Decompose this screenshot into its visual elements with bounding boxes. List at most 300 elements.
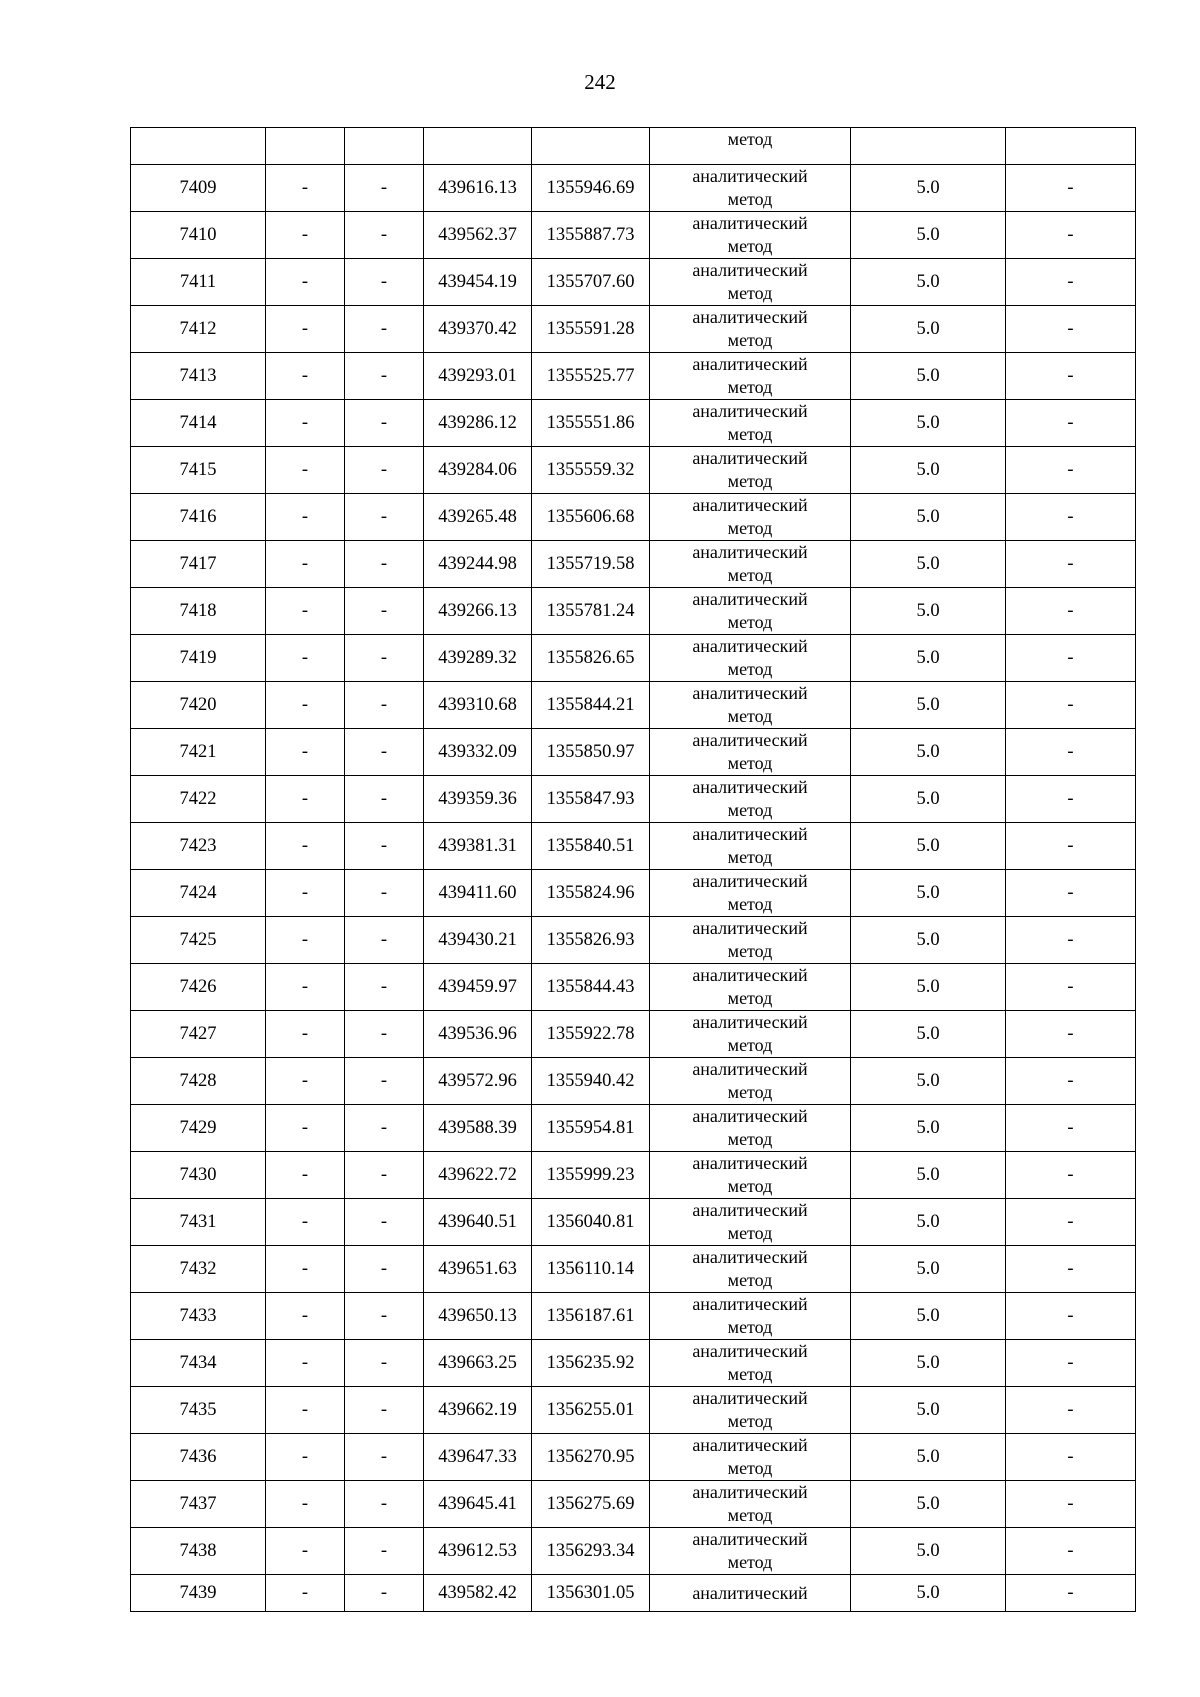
cell-method (650, 870, 851, 917)
method-line-2: метод (727, 753, 773, 773)
method-line-1: аналитический (692, 824, 808, 844)
method-line-2: метод (727, 847, 773, 867)
method-line-1: аналитический (692, 636, 808, 656)
method-line-2: метод (727, 1176, 773, 1196)
cell-dash: - (345, 1575, 424, 1612)
cell-method (650, 1105, 851, 1152)
cell-point-number: 7422 (131, 776, 266, 823)
method-line-2: метод (727, 565, 773, 585)
table-row (131, 259, 1136, 306)
table-row (131, 588, 1136, 635)
method-line-1: аналитический (692, 213, 808, 233)
cell-dash: - (345, 682, 424, 729)
cell-y-coordinate: 1355954.81 (532, 1105, 650, 1152)
cell-method (650, 212, 851, 259)
cell-method: метод (650, 128, 851, 165)
cell-dash: - (345, 635, 424, 682)
cell-method (650, 635, 851, 682)
cell-x-coordinate: 439536.96 (424, 1011, 532, 1058)
cell-note: - (1006, 635, 1136, 682)
cell-x-coordinate: 439562.37 (424, 212, 532, 259)
method-line-2: метод (727, 1364, 773, 1384)
cell-note: - (1006, 1434, 1136, 1481)
cell-note: - (1006, 682, 1136, 729)
cell-empty (266, 128, 345, 165)
cell-accuracy: 5.0 (851, 588, 1006, 635)
method-line-2: метод (727, 236, 773, 256)
cell-dash: - (266, 1528, 345, 1575)
method-line-2: метод (727, 518, 773, 538)
cell-note: - (1006, 165, 1136, 212)
method-line-2: метод (727, 189, 773, 209)
cell-y-coordinate: 1355551.86 (532, 400, 650, 447)
cell-y-coordinate: 1356110.14 (532, 1246, 650, 1293)
cell-note: - (1006, 259, 1136, 306)
cell-accuracy: 5.0 (851, 776, 1006, 823)
cell-x-coordinate: 439622.72 (424, 1152, 532, 1199)
cell-point-number: 7416 (131, 494, 266, 541)
cell-dash: - (266, 447, 345, 494)
cell-empty (424, 128, 532, 165)
table-row (131, 1340, 1136, 1387)
cell-dash: - (345, 823, 424, 870)
cell-y-coordinate: 1355850.97 (532, 729, 650, 776)
cell-method (650, 400, 851, 447)
cell-point-number: 7412 (131, 306, 266, 353)
cell-y-coordinate: 1355707.60 (532, 259, 650, 306)
cell-method (650, 776, 851, 823)
method-line-1: аналитический (692, 166, 808, 186)
table-row (131, 447, 1136, 494)
cell-accuracy: 5.0 (851, 917, 1006, 964)
cell-point-number: 7409 (131, 165, 266, 212)
table-row (131, 494, 1136, 541)
cell-x-coordinate: 439662.19 (424, 1387, 532, 1434)
cell-x-coordinate: 439430.21 (424, 917, 532, 964)
cell-point-number: 7411 (131, 259, 266, 306)
cell-point-number: 7427 (131, 1011, 266, 1058)
cell-dash: - (266, 776, 345, 823)
cell-dash: - (345, 1293, 424, 1340)
cell-dash: - (345, 1011, 424, 1058)
cell-dash: - (266, 306, 345, 353)
cell-accuracy: 5.0 (851, 1293, 1006, 1340)
cell-x-coordinate: 439266.13 (424, 588, 532, 635)
cell-dash: - (266, 1011, 345, 1058)
cell-dash: - (266, 1481, 345, 1528)
cell-dash: - (266, 729, 345, 776)
cell-accuracy: 5.0 (851, 729, 1006, 776)
method-line-1: аналитический (692, 1294, 808, 1314)
method-line-1: аналитический (692, 589, 808, 609)
cell-y-coordinate: 1355826.65 (532, 635, 650, 682)
table-row (131, 917, 1136, 964)
cell-accuracy: 5.0 (851, 635, 1006, 682)
cell-note: - (1006, 588, 1136, 635)
cell-accuracy: 5.0 (851, 1340, 1006, 1387)
cell-y-coordinate: 1355781.24 (532, 588, 650, 635)
method-line-1: аналитический (692, 354, 808, 374)
table-row (131, 306, 1136, 353)
cell-dash: - (345, 1340, 424, 1387)
cell-y-coordinate: 1355840.51 (532, 823, 650, 870)
cell-note: - (1006, 1152, 1136, 1199)
cell-method (650, 729, 851, 776)
cell-x-coordinate: 439650.13 (424, 1293, 532, 1340)
method-line-2: метод (727, 283, 773, 303)
cell-point-number: 7423 (131, 823, 266, 870)
cell-dash: - (266, 1058, 345, 1105)
table-row (131, 729, 1136, 776)
method-line-1: аналитический (692, 495, 808, 515)
cell-empty (131, 128, 266, 165)
method-line-2: метод (727, 659, 773, 679)
cell-point-number: 7426 (131, 964, 266, 1011)
cell-note: - (1006, 776, 1136, 823)
method-line-2: метод (727, 1458, 773, 1478)
cell-y-coordinate: 1355922.78 (532, 1011, 650, 1058)
method-line-2: метод (727, 1035, 773, 1055)
cell-method (650, 1434, 851, 1481)
method-line-2: метод (727, 1270, 773, 1290)
method-line-2: метод (727, 612, 773, 632)
cell-y-coordinate: 1356235.92 (532, 1340, 650, 1387)
cell-dash: - (345, 1246, 424, 1293)
cell-dash: - (345, 917, 424, 964)
cell-point-number: 7437 (131, 1481, 266, 1528)
cell-dash: - (266, 1434, 345, 1481)
cell-note: - (1006, 1528, 1136, 1575)
method-line-1: аналитический (692, 401, 808, 421)
cell-dash: - (345, 776, 424, 823)
cell-y-coordinate: 1356187.61 (532, 1293, 650, 1340)
cell-dash: - (266, 400, 345, 447)
cell-accuracy: 5.0 (851, 400, 1006, 447)
method-line-1: аналитический (692, 1529, 808, 1549)
method-line-2: метод (727, 1505, 773, 1525)
cell-x-coordinate: 439647.33 (424, 1434, 532, 1481)
cell-dash: - (266, 494, 345, 541)
cell-method (650, 1152, 851, 1199)
cell-dash: - (345, 964, 424, 1011)
table-row (131, 1105, 1136, 1152)
cell-x-coordinate: 439411.60 (424, 870, 532, 917)
cell-y-coordinate: 1355887.73 (532, 212, 650, 259)
cell-dash: - (345, 1528, 424, 1575)
cell-x-coordinate: 439612.53 (424, 1528, 532, 1575)
cell-y-coordinate: 1356293.34 (532, 1528, 650, 1575)
cell-empty (345, 128, 424, 165)
table-row (131, 400, 1136, 447)
cell-dash: - (345, 165, 424, 212)
cell-note: - (1006, 447, 1136, 494)
cell-method (650, 823, 851, 870)
cell-accuracy: 5.0 (851, 1434, 1006, 1481)
cell-dash: - (345, 870, 424, 917)
method-line-1: аналитический (692, 1012, 808, 1032)
cell-method (650, 1575, 851, 1612)
cell-note: - (1006, 1387, 1136, 1434)
cell-point-number: 7436 (131, 1434, 266, 1481)
table-row (131, 1575, 1136, 1612)
cell-method (650, 494, 851, 541)
cell-dash: - (345, 259, 424, 306)
cell-method (650, 1293, 851, 1340)
cell-x-coordinate: 439244.98 (424, 541, 532, 588)
cell-empty (532, 128, 650, 165)
table-body (131, 128, 1136, 1612)
cell-y-coordinate: 1355826.93 (532, 917, 650, 964)
cell-note: - (1006, 494, 1136, 541)
table-row (131, 870, 1136, 917)
cell-point-number: 7431 (131, 1199, 266, 1246)
method-line-1: аналитический (692, 1388, 808, 1408)
cell-dash: - (345, 541, 424, 588)
cell-method (650, 1199, 851, 1246)
cell-point-number: 7438 (131, 1528, 266, 1575)
method-line-2: метод (727, 377, 773, 397)
cell-method (650, 165, 851, 212)
table-row (131, 1246, 1136, 1293)
method-line-2: метод (727, 1411, 773, 1431)
cell-note: - (1006, 1105, 1136, 1152)
cell-dash: - (266, 353, 345, 400)
method-line-2: метод (727, 988, 773, 1008)
table-row (131, 1387, 1136, 1434)
cell-point-number: 7417 (131, 541, 266, 588)
cell-point-number: 7435 (131, 1387, 266, 1434)
method-line-2: метод (727, 800, 773, 820)
cell-dash: - (266, 1575, 345, 1612)
cell-note: - (1006, 1011, 1136, 1058)
cell-method (650, 1058, 851, 1105)
cell-note: - (1006, 1293, 1136, 1340)
method-line-2: метод (727, 424, 773, 444)
cell-accuracy: 5.0 (851, 306, 1006, 353)
cell-x-coordinate: 439381.31 (424, 823, 532, 870)
cell-dash: - (266, 1340, 345, 1387)
cell-note: - (1006, 353, 1136, 400)
cell-accuracy: 5.0 (851, 259, 1006, 306)
table-row (131, 823, 1136, 870)
cell-dash: - (266, 1105, 345, 1152)
method-line-1: аналитический (692, 1200, 808, 1220)
cell-accuracy: 5.0 (851, 1246, 1006, 1293)
method-line-2: метод (727, 471, 773, 491)
cell-dash: - (345, 447, 424, 494)
method-line-1: аналитический (692, 1435, 808, 1455)
cell-note: - (1006, 212, 1136, 259)
cell-y-coordinate: 1355844.43 (532, 964, 650, 1011)
cell-dash: - (266, 1246, 345, 1293)
cell-x-coordinate: 439651.63 (424, 1246, 532, 1293)
cell-x-coordinate: 439582.42 (424, 1575, 532, 1612)
cell-dash: - (345, 1387, 424, 1434)
cell-method (650, 682, 851, 729)
cell-method (650, 306, 851, 353)
cell-accuracy: 5.0 (851, 1199, 1006, 1246)
cell-accuracy: 5.0 (851, 823, 1006, 870)
cell-dash: - (266, 917, 345, 964)
cell-point-number: 7419 (131, 635, 266, 682)
cell-dash: - (345, 400, 424, 447)
cell-dash: - (266, 1152, 345, 1199)
cell-x-coordinate: 439293.01 (424, 353, 532, 400)
cell-note: - (1006, 870, 1136, 917)
cell-x-coordinate: 439359.36 (424, 776, 532, 823)
cell-x-coordinate: 439640.51 (424, 1199, 532, 1246)
cell-y-coordinate: 1355559.32 (532, 447, 650, 494)
cell-y-coordinate: 1355591.28 (532, 306, 650, 353)
method-line-1: аналитический (692, 542, 808, 562)
cell-y-coordinate: 1356040.81 (532, 1199, 650, 1246)
cell-point-number: 7418 (131, 588, 266, 635)
cell-point-number: 7424 (131, 870, 266, 917)
cell-x-coordinate: 439332.09 (424, 729, 532, 776)
table-row (131, 776, 1136, 823)
cell-point-number: 7432 (131, 1246, 266, 1293)
method-line-2: метод (727, 941, 773, 961)
cell-method (650, 964, 851, 1011)
cell-point-number: 7414 (131, 400, 266, 447)
method-line-1: аналитический (692, 260, 808, 280)
cell-note: - (1006, 306, 1136, 353)
cell-accuracy: 5.0 (851, 682, 1006, 729)
cell-point-number: 7420 (131, 682, 266, 729)
method-line-2: метод (727, 330, 773, 350)
table-row (131, 682, 1136, 729)
cell-accuracy: 5.0 (851, 870, 1006, 917)
cell-dash: - (266, 165, 345, 212)
cell-dash: - (266, 259, 345, 306)
cell-x-coordinate: 439286.12 (424, 400, 532, 447)
method-line-1: аналитический (692, 1341, 808, 1361)
cell-x-coordinate: 439572.96 (424, 1058, 532, 1105)
cell-note: - (1006, 1340, 1136, 1387)
table-row (131, 635, 1136, 682)
cell-method (650, 1481, 851, 1528)
method-line-2: метод (727, 1082, 773, 1102)
cell-point-number: 7428 (131, 1058, 266, 1105)
cell-x-coordinate: 439284.06 (424, 447, 532, 494)
cell-accuracy: 5.0 (851, 1481, 1006, 1528)
cell-y-coordinate: 1355946.69 (532, 165, 650, 212)
cell-note: - (1006, 964, 1136, 1011)
method-line-2: метод (727, 1317, 773, 1337)
cell-dash: - (266, 1387, 345, 1434)
cell-y-coordinate: 1356275.69 (532, 1481, 650, 1528)
table-row (131, 1434, 1136, 1481)
cell-accuracy: 5.0 (851, 1011, 1006, 1058)
cell-accuracy: 5.0 (851, 1105, 1006, 1152)
cell-point-number: 7410 (131, 212, 266, 259)
cell-empty (851, 128, 1006, 165)
coordinates-table (130, 127, 1136, 1612)
cell-method (650, 353, 851, 400)
cell-dash: - (266, 964, 345, 1011)
cell-y-coordinate: 1355999.23 (532, 1152, 650, 1199)
method-line-1: аналитический (692, 965, 808, 985)
cell-accuracy: 5.0 (851, 1152, 1006, 1199)
cell-y-coordinate: 1356301.05 (532, 1575, 650, 1612)
cell-dash: - (266, 635, 345, 682)
cell-dash: - (345, 1152, 424, 1199)
cell-point-number: 7425 (131, 917, 266, 964)
method-line-2: метод (727, 1552, 773, 1572)
cell-point-number: 7433 (131, 1293, 266, 1340)
cell-accuracy: 5.0 (851, 1058, 1006, 1105)
cell-x-coordinate: 439645.41 (424, 1481, 532, 1528)
cell-y-coordinate: 1355844.21 (532, 682, 650, 729)
method-line-2: метод (727, 894, 773, 914)
cell-dash: - (345, 306, 424, 353)
table-row-continued (131, 128, 1136, 165)
cell-x-coordinate: 439454.19 (424, 259, 532, 306)
cell-dash: - (345, 1058, 424, 1105)
cell-x-coordinate: 439663.25 (424, 1340, 532, 1387)
cell-dash: - (266, 588, 345, 635)
cell-note: - (1006, 1575, 1136, 1612)
table-row (131, 1058, 1136, 1105)
cell-x-coordinate: 439616.13 (424, 165, 532, 212)
cell-accuracy: 5.0 (851, 1575, 1006, 1612)
cell-note: - (1006, 729, 1136, 776)
method-line-1: аналитический (692, 1582, 808, 1603)
method-line-2: метод (727, 1223, 773, 1243)
cell-point-number: 7413 (131, 353, 266, 400)
cell-accuracy: 5.0 (851, 212, 1006, 259)
cell-y-coordinate: 1355824.96 (532, 870, 650, 917)
cell-x-coordinate: 439459.97 (424, 964, 532, 1011)
method-line-1: аналитический (692, 918, 808, 938)
cell-x-coordinate: 439265.48 (424, 494, 532, 541)
cell-dash: - (345, 1105, 424, 1152)
cell-note: - (1006, 400, 1136, 447)
cell-method (650, 1387, 851, 1434)
cell-method (650, 1246, 851, 1293)
cell-accuracy: 5.0 (851, 964, 1006, 1011)
cell-y-coordinate: 1355525.77 (532, 353, 650, 400)
cell-point-number: 7415 (131, 447, 266, 494)
cell-note: - (1006, 1058, 1136, 1105)
cell-note: - (1006, 823, 1136, 870)
cell-y-coordinate: 1355719.58 (532, 541, 650, 588)
method-line-1: аналитический (692, 1247, 808, 1267)
cell-method (650, 588, 851, 635)
cell-method (650, 1340, 851, 1387)
cell-point-number: 7430 (131, 1152, 266, 1199)
cell-dash: - (266, 212, 345, 259)
cell-x-coordinate: 439289.32 (424, 635, 532, 682)
method-line-1: аналитический (692, 448, 808, 468)
cell-method (650, 917, 851, 964)
table-row (131, 1152, 1136, 1199)
method-line-1: аналитический (692, 730, 808, 750)
cell-method (650, 1011, 851, 1058)
cell-dash: - (345, 494, 424, 541)
table-row (131, 1481, 1136, 1528)
cell-dash: - (266, 1293, 345, 1340)
page-number: 242 (584, 70, 616, 94)
cell-dash: - (345, 729, 424, 776)
table-row (131, 353, 1136, 400)
cell-point-number: 7439 (131, 1575, 266, 1612)
cell-note: - (1006, 1481, 1136, 1528)
table-row (131, 1528, 1136, 1575)
cell-dash: - (345, 1481, 424, 1528)
cell-dash: - (345, 1199, 424, 1246)
cell-dash: - (345, 212, 424, 259)
